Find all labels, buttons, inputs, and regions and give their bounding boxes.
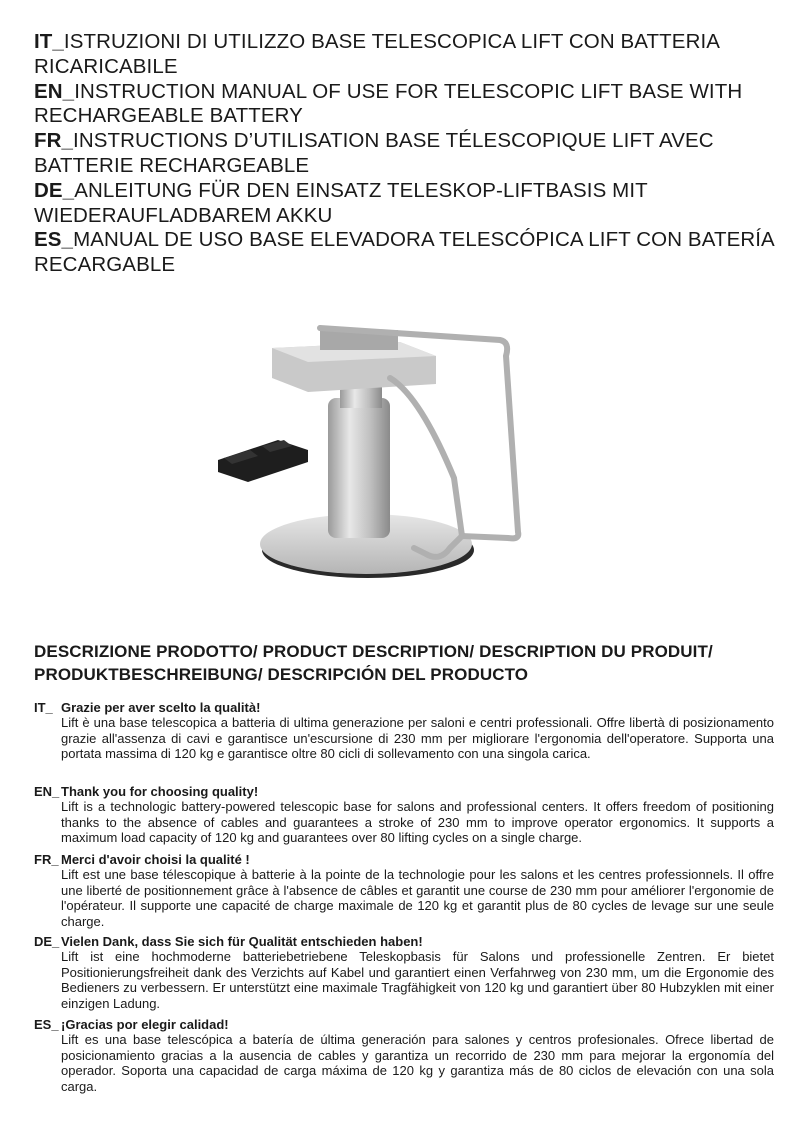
description-es bbox=[34, 1017, 774, 1094]
description-de bbox=[34, 934, 774, 1011]
description-body: Lift es una base telescópica a batería de última generación para salones y centros profesionales. Ofrece libertad de posicionamiento gracias a la ausencia de cables y garantiza un recorrido de 230 mm para mejorar la ergonomía del operador. Soporta una capacidad de carga máxima de 120 kg y garantiza más de 80 ciclos de elevación con una sola carga. bbox=[61, 1032, 774, 1094]
description-body: Lift ist eine hochmoderne batteriebetriebene Teleskopbasis für Salons und professionelle Zentren. Er bietet Positionierungsfreiheit dank des Verzichts auf Kabel und garantiert einen Verfahrweg von 230 mm, um die Ergonomie des Bedieners zu verbessern. Er unterstützt eine maximale Tragfähigkeit von 120 kg und garantiert über 80 Hubzyklen mit einer einzigen Ladung. bbox=[61, 949, 774, 1011]
lang-code: DE_ bbox=[34, 934, 60, 949]
description-heading: Vielen Dank, dass Sie sich für Qualität entschieden haben! bbox=[61, 934, 423, 949]
foot-pedal bbox=[218, 440, 308, 482]
description-heading: Thank you for choosing quality! bbox=[61, 784, 259, 799]
telescopic-column bbox=[328, 398, 390, 538]
lang-code: EN_ bbox=[34, 784, 60, 799]
description-heading: Grazie per aver scelto la qualità! bbox=[61, 700, 261, 715]
lang-code: IT_ bbox=[34, 700, 53, 715]
description-body: Lift est une base télescopique à batterie à la pointe de la technologie pour les salons et les centres professionnels. Il offre une liberté de positionnement grâce à l'absence de câbles et garantit une course de 230 mm pour améliorer l'ergonomie de l'opérateur. Il supporte une capacité de charge maximale de 120 kg et garantit plus de 80 cycles de levage sur une seule charge. bbox=[61, 867, 774, 929]
lang-code: ES_ bbox=[34, 1017, 59, 1032]
manual-title-block bbox=[34, 30, 774, 278]
title-en: EN_INSTRUCTION MANUAL OF USE FOR TELESCOPIC LIFT BASE WITH RECHARGEABLE BATTERY bbox=[34, 79, 743, 128]
description-it bbox=[34, 700, 774, 762]
description-en bbox=[34, 784, 774, 846]
description-fr bbox=[34, 852, 774, 929]
lift-base-product-image bbox=[200, 300, 630, 600]
description-heading: ¡Gracias por elegir calidad! bbox=[61, 1017, 229, 1032]
title-es: ES_MANUAL DE USO BASE ELEVADORA TELESCÓPICA LIFT CON BATERÍA RECARGABLE bbox=[34, 228, 774, 277]
description-body: Lift is a technologic battery-powered telescopic base for salons and professional centers. It offers freedom of positioning thanks to the absence of cables and guarantees a stroke of 230 mm to improve operator ergonomics. It supports a maximum load capacity of 120 kg and guarantees over 80 lifting cycles on a single charge. bbox=[61, 799, 774, 846]
lang-code: FR_ bbox=[34, 852, 59, 867]
description-heading: Merci d'avoir choisi la qualité ! bbox=[61, 852, 250, 867]
title-fr: FR_INSTRUCTIONS D’UTILISATION BASE TÉLESCOPIQUE LIFT AVEC BATTERIE RECHARGEABLE bbox=[34, 129, 714, 177]
title-de: DE_ANLEITUNG FÜR DEN EINSATZ TELESKOP-LIFTBASIS MIT WIEDERAUFLADBAREM AKKU bbox=[34, 178, 648, 227]
title-it: IT_ISTRUZIONI DI UTILIZZO BASE TELESCOPICA LIFT CON BATTERIA RICARICABILE bbox=[34, 30, 719, 78]
section-heading: DESCRIZIONE PRODOTTO/ PRODUCT DESCRIPTION/ DESCRIPTION DU PRODUIT/ PRODUKTBESCHREIBUNG/ DESCRIPCIÓN DEL PRODUCTO bbox=[34, 642, 713, 684]
description-body: Lift è una base telescopica a batteria di ultima generazione per saloni e centri professionali. Offre libertà di posizionamento grazie all'assenza di cavi e garantisce un'escursione di 230 mm per migliorare l'ergonomia dell'operatore. Supporta una portata massima di 120 kg e garantisce oltre 80 cicli di sollevamento con una singola carica. bbox=[61, 715, 774, 762]
